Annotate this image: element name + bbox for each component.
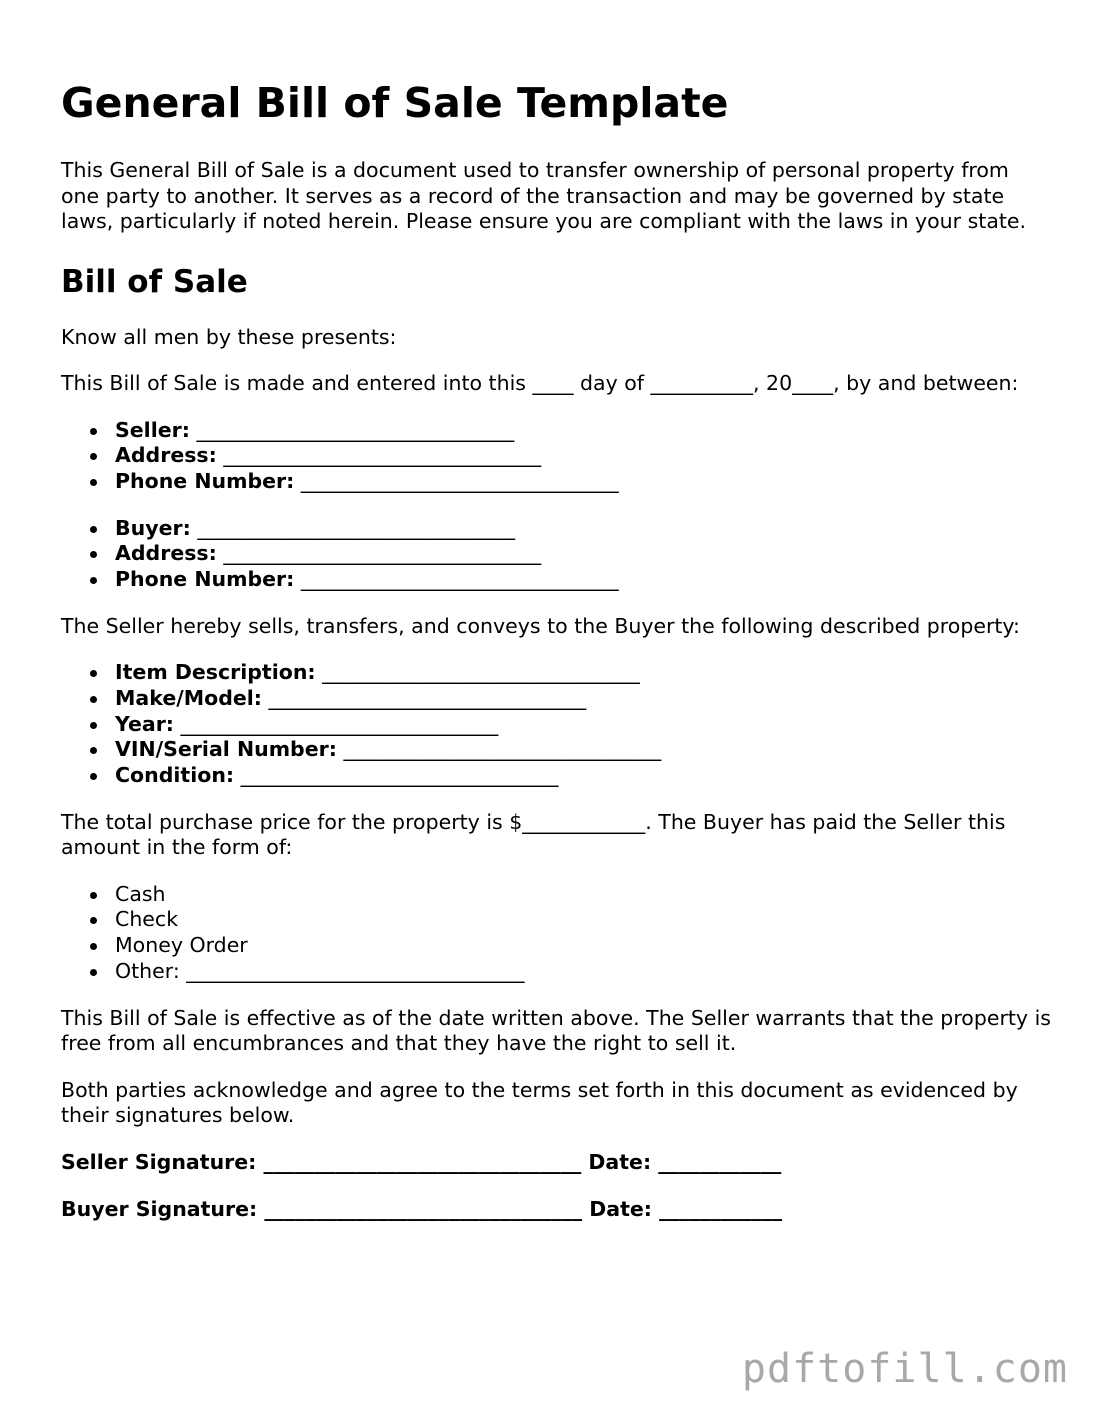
- price-paragraph: The total purchase price for the property is $____________. The Buyer has paid the Seller this amount in the form of:: [61, 809, 1006, 860]
- section-title: Bill of Sale: [61, 263, 248, 300]
- field-blank: _______________________________: [189, 417, 515, 442]
- watermark: pdftofill.com: [741, 1346, 1068, 1392]
- buyer-name-field[interactable]: [115, 516, 1051, 542]
- field-label: Phone Number:: [115, 468, 295, 493]
- field-label: Condition:: [115, 763, 235, 788]
- field-blank: _______________________________: [174, 711, 499, 736]
- seller-name-field[interactable]: [115, 418, 1051, 444]
- buyer-phone-field[interactable]: [115, 567, 1051, 593]
- field-blank: _______________________________: [294, 567, 619, 592]
- seller-phone-field[interactable]: [115, 469, 1051, 495]
- field-label: Address:: [115, 541, 217, 566]
- opening-line: Know all men by these presents:: [61, 324, 397, 349]
- vin-serial-field[interactable]: [115, 737, 1051, 763]
- seller-fields-list: [61, 418, 1051, 495]
- field-label: Buyer:: [115, 515, 191, 540]
- field-blank: _______________________________: [262, 685, 587, 710]
- field-label: Address:: [115, 443, 217, 468]
- item-description-field[interactable]: [115, 660, 1051, 686]
- field-blank: _______________________________: [336, 737, 662, 762]
- field-label: Phone Number:: [115, 567, 295, 592]
- field-blank: _______________________________: [216, 443, 542, 468]
- field-label: VIN/Serial Number:: [115, 737, 337, 762]
- conveys-paragraph: The Seller hereby sells, transfers, and conveys to the Buyer the following described property:: [61, 613, 1020, 638]
- field-blank: _______________________________: [294, 468, 619, 493]
- payment-check-option[interactable]: Check: [115, 907, 1051, 933]
- field-blank: _______________________________: [315, 660, 640, 685]
- property-fields-list: [61, 660, 1051, 789]
- year-field[interactable]: [115, 712, 1051, 738]
- document-page: [61, 78, 1051, 1245]
- made-entered-paragraph: This Bill of Sale is made and entered into this ____ day of __________, 20____, by and between:: [61, 371, 1019, 395]
- effective-paragraph: This Bill of Sale is effective as of the date written above. The Seller warrants that the property is free from all encumbrances and that they have the right to sell it.: [61, 1005, 1051, 1056]
- buyer-signature-line[interactable]: Buyer Signature: _______________________________ Date: ____________: [61, 1197, 783, 1222]
- field-blank: _______________________________: [216, 541, 542, 566]
- payment-other-option[interactable]: Other: _________________________________: [115, 959, 1051, 985]
- field-blank: _______________________________: [190, 515, 516, 540]
- page-title: General Bill of Sale Template: [61, 79, 729, 127]
- payment-money-order-option[interactable]: Money Order: [115, 933, 1051, 959]
- acknowledge-paragraph: Both parties acknowledge and agree to the terms set forth in this document as evidenced by their signatures below.: [61, 1077, 1018, 1128]
- make-model-field[interactable]: [115, 686, 1051, 712]
- condition-field[interactable]: [115, 763, 1051, 789]
- intro-paragraph: This General Bill of Sale is a document used to transfer ownership of personal property from one party to another. It serves as a record of the transaction and may be governed by state laws, particularly if noted herein. Please ensure you are compliant with the laws in your state.: [61, 158, 1027, 233]
- field-label: Item Description:: [115, 660, 316, 685]
- buyer-address-field[interactable]: [115, 541, 1051, 567]
- seller-signature-line[interactable]: Seller Signature: _______________________________ Date: ____________: [61, 1149, 782, 1174]
- seller-address-field[interactable]: [115, 443, 1051, 469]
- payment-cash-option[interactable]: Cash: [115, 882, 1051, 908]
- buyer-fields-list: [61, 516, 1051, 593]
- field-label: Seller:: [115, 417, 190, 442]
- field-label: Year:: [115, 711, 175, 736]
- field-blank: _______________________________: [234, 763, 559, 788]
- field-label: Make/Model:: [115, 685, 262, 710]
- payment-methods-list: [61, 882, 1051, 985]
